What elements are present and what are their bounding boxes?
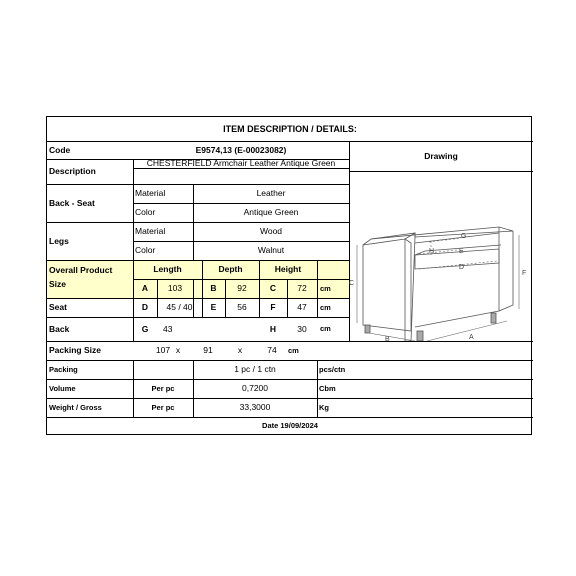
dim-h-value: 30 [297, 323, 307, 334]
sheet-title: ITEM DESCRIPTION / DETAILS: [223, 123, 357, 134]
dim-label-f: F [522, 270, 527, 277]
dim-label-d: D [459, 264, 465, 271]
packing-size-height: 74 [267, 345, 277, 356]
dim-label-e: E [459, 248, 464, 255]
dim-label-g: G [461, 233, 467, 240]
weight-per: Per pc [151, 402, 175, 412]
legs-material: Wood [259, 226, 283, 237]
code-value: E9574,13 (E-00023082) [195, 144, 287, 155]
dim-f-value: 47 [297, 302, 307, 313]
back-seat-color: Antique Green [243, 207, 299, 218]
back-label: Back [49, 323, 70, 334]
dim-d-value: 45 / 40 [166, 302, 193, 313]
weight-unit: Kg [319, 402, 329, 412]
dim-label-c: C [349, 280, 355, 287]
dim-label-a: A [469, 334, 474, 341]
packing-size-length: 107 [155, 345, 171, 356]
code-label: Code [49, 144, 71, 155]
description-value: CHESTERFIELD Armchair Leather Antique Green [146, 158, 336, 169]
length-header: Length [153, 264, 182, 275]
weight-value: 33,3000 [239, 402, 271, 413]
dim-a-label: A [141, 283, 149, 294]
back-seat-material: Leather [256, 188, 286, 199]
weight-label: Weight / Gross [49, 402, 102, 412]
packing-size-unit: cm [288, 345, 299, 355]
dim-d-label: D [141, 302, 149, 313]
dim-e-label: E [210, 302, 217, 313]
item-sheet [46, 116, 532, 435]
packing-unit: pcs/ctn [319, 364, 346, 374]
legs-color: Walnut [257, 245, 285, 256]
dim-g-label: G [141, 323, 149, 334]
dim-e-value: 56 [237, 302, 247, 313]
dim-b-value: 92 [237, 283, 247, 294]
depth-header: Depth [218, 264, 243, 275]
packing-label: Packing [49, 364, 78, 374]
dim-a-value: 103 [167, 283, 183, 294]
legs-label: Legs [49, 235, 69, 246]
packing-value: 1 pc / 1 ctn [234, 364, 276, 375]
seat-unit: cm [320, 302, 331, 312]
dim-b-label: B [210, 283, 217, 294]
packing-size-label: Packing Size [49, 345, 101, 356]
packing-size-x1: x [175, 345, 181, 356]
volume-unit: Cbm [319, 383, 336, 393]
dim-h-label: H [269, 323, 277, 334]
back-seat-label: Back - Seat [49, 197, 95, 208]
seat-label: Seat [49, 302, 67, 313]
volume-per: Per pc [151, 383, 175, 393]
overall-size-label-1: Overall Product [49, 265, 113, 276]
packing-size-x2: x [237, 345, 243, 356]
dim-label-h: H [429, 248, 435, 255]
overall-size-label-2: Size [49, 279, 67, 290]
volume-value: 0,7200 [242, 383, 268, 394]
height-header: Height [274, 264, 302, 275]
dim-f-label: F [270, 302, 276, 313]
dim-g-value: 43 [163, 323, 173, 334]
back-seat-material-label: Material [135, 188, 166, 199]
date-footer: Date 19/09/2024 [262, 421, 318, 431]
back-unit: cm [320, 324, 331, 334]
volume-label: Volume [49, 383, 76, 393]
dim-label-b: B [385, 336, 390, 341]
legs-color-label: Color [135, 245, 156, 256]
armchair-drawing [349, 217, 533, 341]
back-seat-color-label: Color [135, 207, 156, 218]
overall-unit: cm [320, 283, 331, 293]
dim-c-label: C [269, 283, 277, 294]
legs-material-label: Material [135, 226, 166, 237]
drawing-label: Drawing [424, 150, 458, 161]
dim-c-value: 72 [297, 283, 307, 294]
description-label: Description [49, 166, 96, 177]
packing-size-width: 91 [203, 345, 213, 356]
